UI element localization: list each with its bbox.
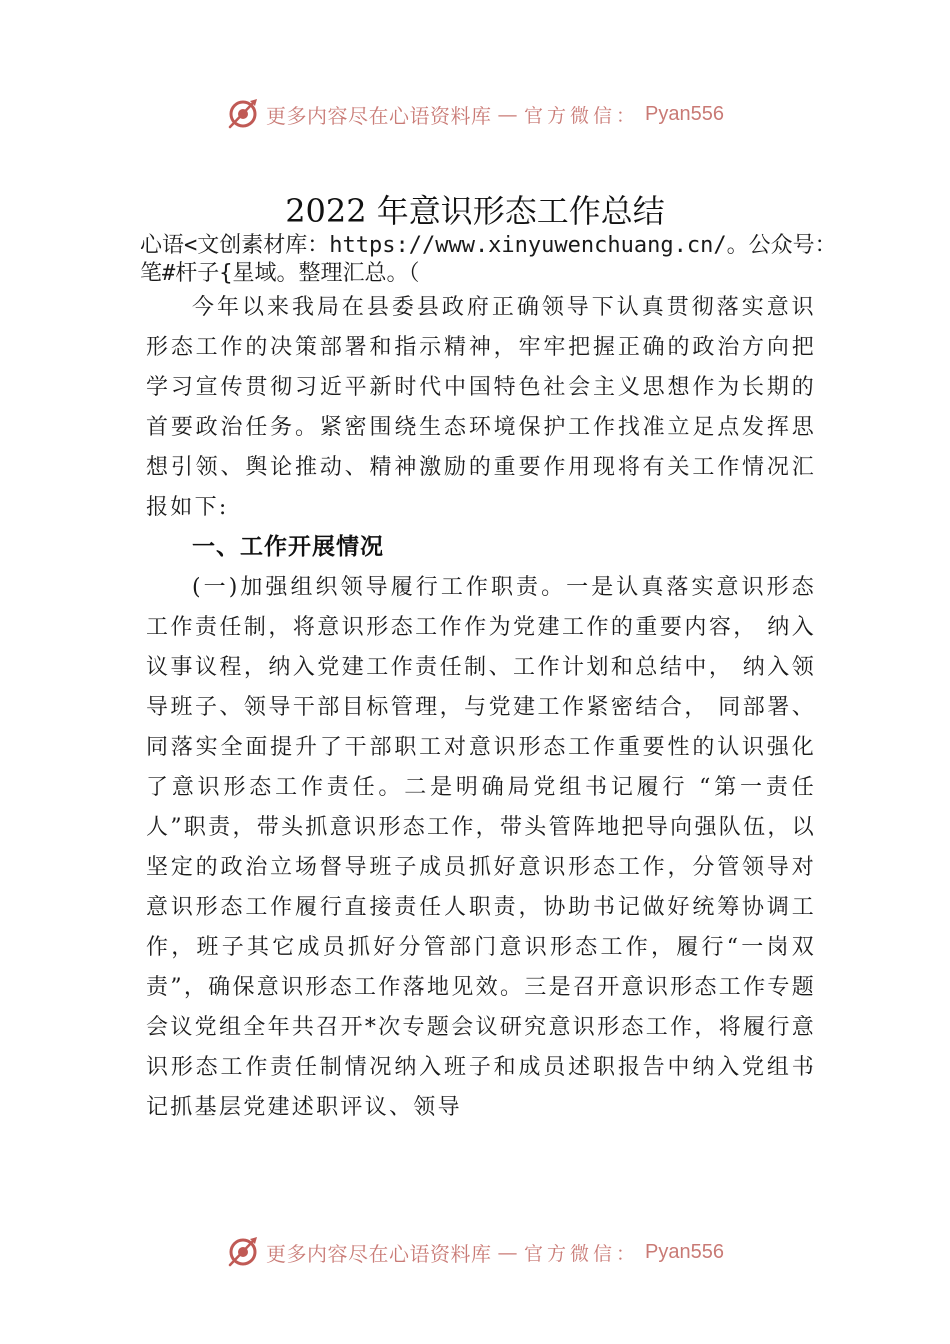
banner-dash: — [497,1240,518,1264]
banner-wechat-id: Pyan556 [645,1240,724,1263]
quill-seal-icon [226,1235,260,1269]
banner-contact-label: 官方微信： [524,1242,640,1265]
intro-paragraph: 今年以来我局在县委县政府正确领导下认真贯彻落实意识形态工作的决策部署和指示精神，牢牢把握正确的政治方向把学习宣传贯彻习近平新时代中国特色社会主义思想作为长期的首要政治任务。紧密围绕生态环境保护工作找准立足点发挥思想引领、舆论推动、精神激励的重要作用现将有关工作情况汇报如下: [146,295,816,520]
footer-watermark-banner [0,1230,950,1274]
banner-main-text: 更多内容尽在心语资料库 [266,103,492,128]
banner-contact-label: 官方微信： [524,104,640,127]
banner-main-text: 更多内容尽在心语资料库 [266,1241,492,1266]
banner-dash: — [497,102,518,126]
source-note: 心语<文创素材库：https://www.xinyuwenchuang.cn/。公众号：笔#杆子{星域。整理汇总。（ [140,233,837,286]
section-heading: 一、工作开展情况 [192,534,384,560]
document-title: 2022 年意识形态工作总结 [285,192,665,230]
body-paragraph: (一)加强组织领导履行工作职责。一是认真落实意识形态工作责任制，将意识形态工作作为党建工作的重要内容， 纳入议事议程，纳入党建工作责任制、工作计划和总结中， 纳入领导班子、领导干部目标管理，与党建工作紧密结合， 同部署、同落实全面提升了干部职工对意识形态工作重要性的认识强化了意识形态工作责任。二是明确局党组书记履行 “第一责任人”职责，带头抓意识形态工作，带头管阵地把导向强队伍，以坚定的政治立场督导班子成员抓好意识形态工作，分管领导对意识形态工作履行直接责任人职责，协助书记做好统筹协调工作，班子其它成员抓好分管部门意识形态工作，履行“一岗双责”，确保意识形态工作落地见效。三是召开意识形态工作专题会议党组全年共召开*次专题会议研究意识形态工作，将履行意识形态工作责任制情况纳入班子和成员述职报告中纳入党组书记抓基层党建述职评议、领导 [146,575,816,1120]
header-watermark-banner [0,92,950,136]
banner-wechat-id: Pyan556 [645,102,724,125]
quill-seal-icon [226,97,260,131]
